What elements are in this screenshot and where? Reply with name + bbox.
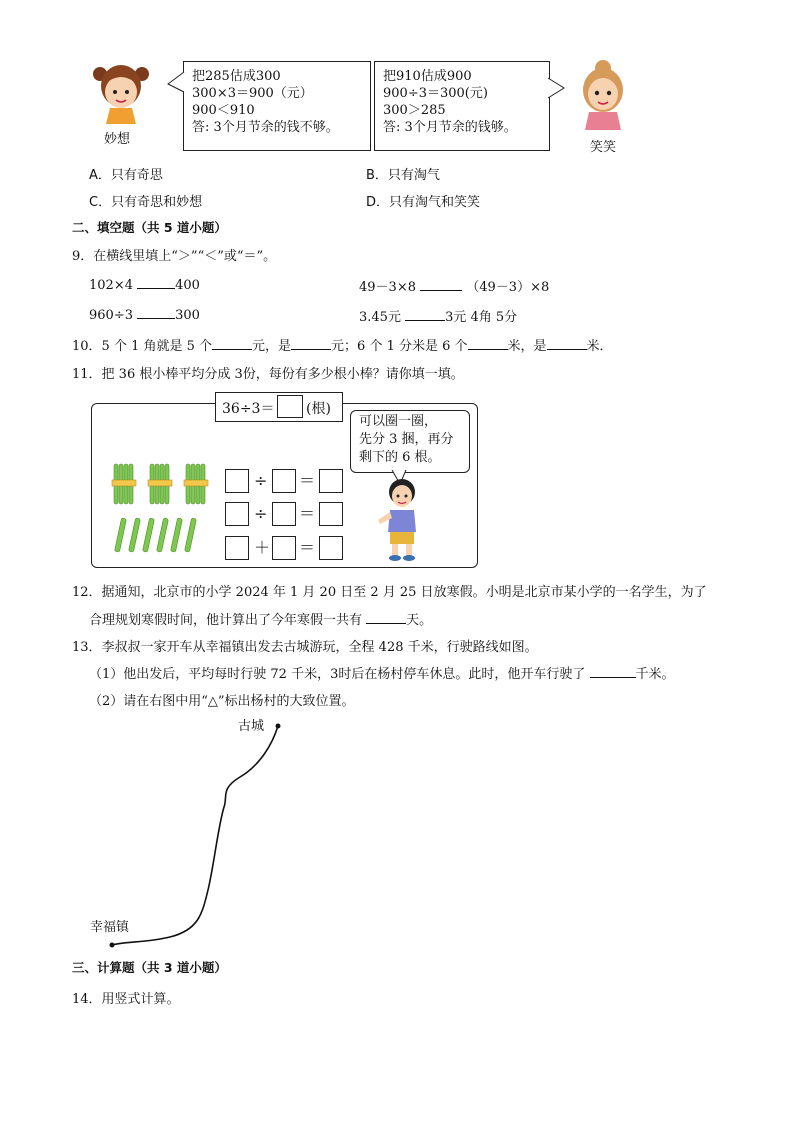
equals-sign: ＝	[299, 538, 316, 557]
answer-blank[interactable]	[405, 308, 445, 321]
q10-text: 米，是	[507, 339, 547, 354]
q9-right: 3元 4角 5分	[445, 310, 518, 325]
answer-box[interactable]	[272, 536, 296, 560]
bubble-line: 900÷3＝300(元)	[383, 86, 488, 101]
equals-sign: ＝	[299, 504, 316, 523]
q11-equation-unit: (根)	[306, 401, 331, 417]
q9-left: 3.45元	[359, 310, 401, 325]
q9-item	[359, 306, 517, 325]
bubble-line: 把910估成900	[383, 69, 472, 84]
answer-blank[interactable]	[137, 276, 175, 289]
answer-blank[interactable]	[590, 665, 636, 678]
miaoxiang-speech-bubble	[183, 61, 371, 151]
answer-blank[interactable]	[547, 337, 587, 350]
route-path[interactable]	[100, 715, 300, 960]
question-12-line1: 12．据通知，北京市的小学 2024 年 1 月 20 日至 2 月 25 日放寒假。小明是北京市某小学的一名学生，为了	[72, 585, 707, 600]
answer-blank[interactable]	[468, 337, 508, 350]
miaoxiang-name: 妙想	[104, 132, 131, 147]
q9-left: 102×4	[89, 278, 133, 293]
xiaoxiao-avatar	[575, 58, 631, 130]
q9-item	[89, 306, 200, 323]
division-sign: ÷	[254, 471, 268, 490]
answer-box[interactable]	[272, 469, 296, 493]
stick-bundles-icon	[108, 460, 218, 510]
answer-blank[interactable]	[291, 337, 331, 350]
answer-box[interactable]	[225, 536, 249, 560]
hint-speech-bubble	[350, 410, 470, 473]
option-a[interactable]	[89, 164, 163, 183]
question-10	[72, 335, 613, 354]
bubble-line: 300＞285	[383, 103, 446, 118]
question-12-line2	[89, 609, 432, 628]
q10-text: 元；6 个 1 分米是 6 个	[331, 339, 468, 354]
answer-box[interactable]	[319, 536, 343, 560]
question-11-stem: 11．把 36 根小棒平均分成 3份，每份有多少根小棒？请你填一填。	[72, 367, 464, 382]
section-heading: 三、计算题（共 3 道小题）	[72, 960, 227, 975]
question-9-stem: 9．在横线里填上“＞”“＜”或“＝”。	[72, 249, 277, 264]
option-text: 只有奇思和妙想	[111, 195, 203, 210]
answer-box[interactable]	[225, 469, 249, 493]
option-text: 只有淘气和笑笑	[389, 195, 481, 210]
boy-figure-icon	[372, 478, 428, 562]
equals-sign: ＝	[299, 471, 316, 490]
bubble-line: 300×3＝900（元）	[192, 86, 313, 101]
option-key: D．	[366, 195, 390, 210]
bubble-tail	[166, 70, 186, 94]
xiaoxiao-speech-bubble	[374, 61, 550, 151]
option-text: 只有淘气	[387, 168, 440, 183]
option-key: A．	[89, 168, 111, 183]
section-heading: 二、填空题（共 5 道小题）	[72, 220, 227, 235]
option-b[interactable]	[366, 164, 440, 183]
q12-text: 合理规划寒假时间，他计算出了今年寒假一共有	[89, 613, 363, 628]
answer-box[interactable]	[319, 469, 343, 493]
loose-sticks-icon	[110, 516, 200, 556]
answer-blank[interactable]	[137, 306, 175, 319]
q10-text: 元，是	[252, 339, 292, 354]
bubble-line: 答: 3个月节余的钱够。	[383, 120, 517, 135]
q10-text: 米．	[586, 339, 613, 354]
q11-equation-left: 36÷3＝	[222, 401, 275, 417]
answer-box[interactable]	[272, 502, 296, 526]
hint-line: 可以圈一圈，	[359, 414, 438, 429]
answer-blank[interactable]	[212, 337, 252, 350]
option-key: C．	[89, 195, 112, 210]
option-text: 只有奇思	[110, 168, 163, 183]
hint-line: 剩下的 6 根。	[359, 450, 441, 465]
q9-left: 49－3×8	[359, 280, 416, 295]
option-d[interactable]	[366, 191, 480, 210]
map-label-gucheng: 古城	[238, 719, 265, 734]
xiaoxiao-name: 笑笑	[590, 140, 617, 155]
bubble-line: 答: 3个月节余的钱不够。	[192, 120, 339, 135]
map-label-xingfuzhen: 幸福镇	[90, 920, 130, 935]
q9-item	[89, 276, 200, 293]
q10-text: 10．5 个 1 角就是 5 个	[72, 339, 213, 354]
option-c[interactable]	[89, 191, 202, 210]
answer-box[interactable]	[277, 395, 303, 418]
q9-right: 300	[175, 308, 200, 323]
q9-item	[359, 276, 549, 295]
answer-box[interactable]	[319, 502, 343, 526]
answer-blank[interactable]	[366, 611, 406, 624]
division-sign: ÷	[254, 504, 268, 523]
miaoxiang-avatar	[88, 56, 154, 126]
option-key: B．	[366, 168, 388, 183]
question-14: 14．用竖式计算。	[72, 992, 180, 1007]
question-13-part1	[89, 663, 675, 682]
answer-blank[interactable]	[420, 278, 462, 291]
question-13-part2: （2）请在右图中用“△”标出杨村的大致位置。	[89, 694, 355, 709]
bubble-tail	[546, 76, 566, 100]
q9-right: 400	[175, 278, 200, 293]
q9-right: （49－3）×8	[466, 280, 550, 295]
plus-sign: ＋	[254, 538, 271, 557]
bubble-line: 900＜910	[192, 103, 255, 118]
q9-left: 960÷3	[89, 308, 133, 323]
q13-text: （1）他出发后，平均每时行驶 72 千米，3时后在杨村停车休息。此时，他开车行驶了	[89, 667, 586, 682]
q13-text: 千米。	[635, 667, 675, 682]
hint-line: 先分 3 捆，再分	[359, 432, 454, 447]
bubble-line: 把285估成300	[192, 69, 281, 84]
answer-box[interactable]	[225, 502, 249, 526]
question-13-stem: 13．李叔叔一家开车从幸福镇出发去古城游玩，全程 428 千米，行驶路线如图。	[72, 640, 538, 655]
q12-text: 天。	[406, 613, 433, 628]
